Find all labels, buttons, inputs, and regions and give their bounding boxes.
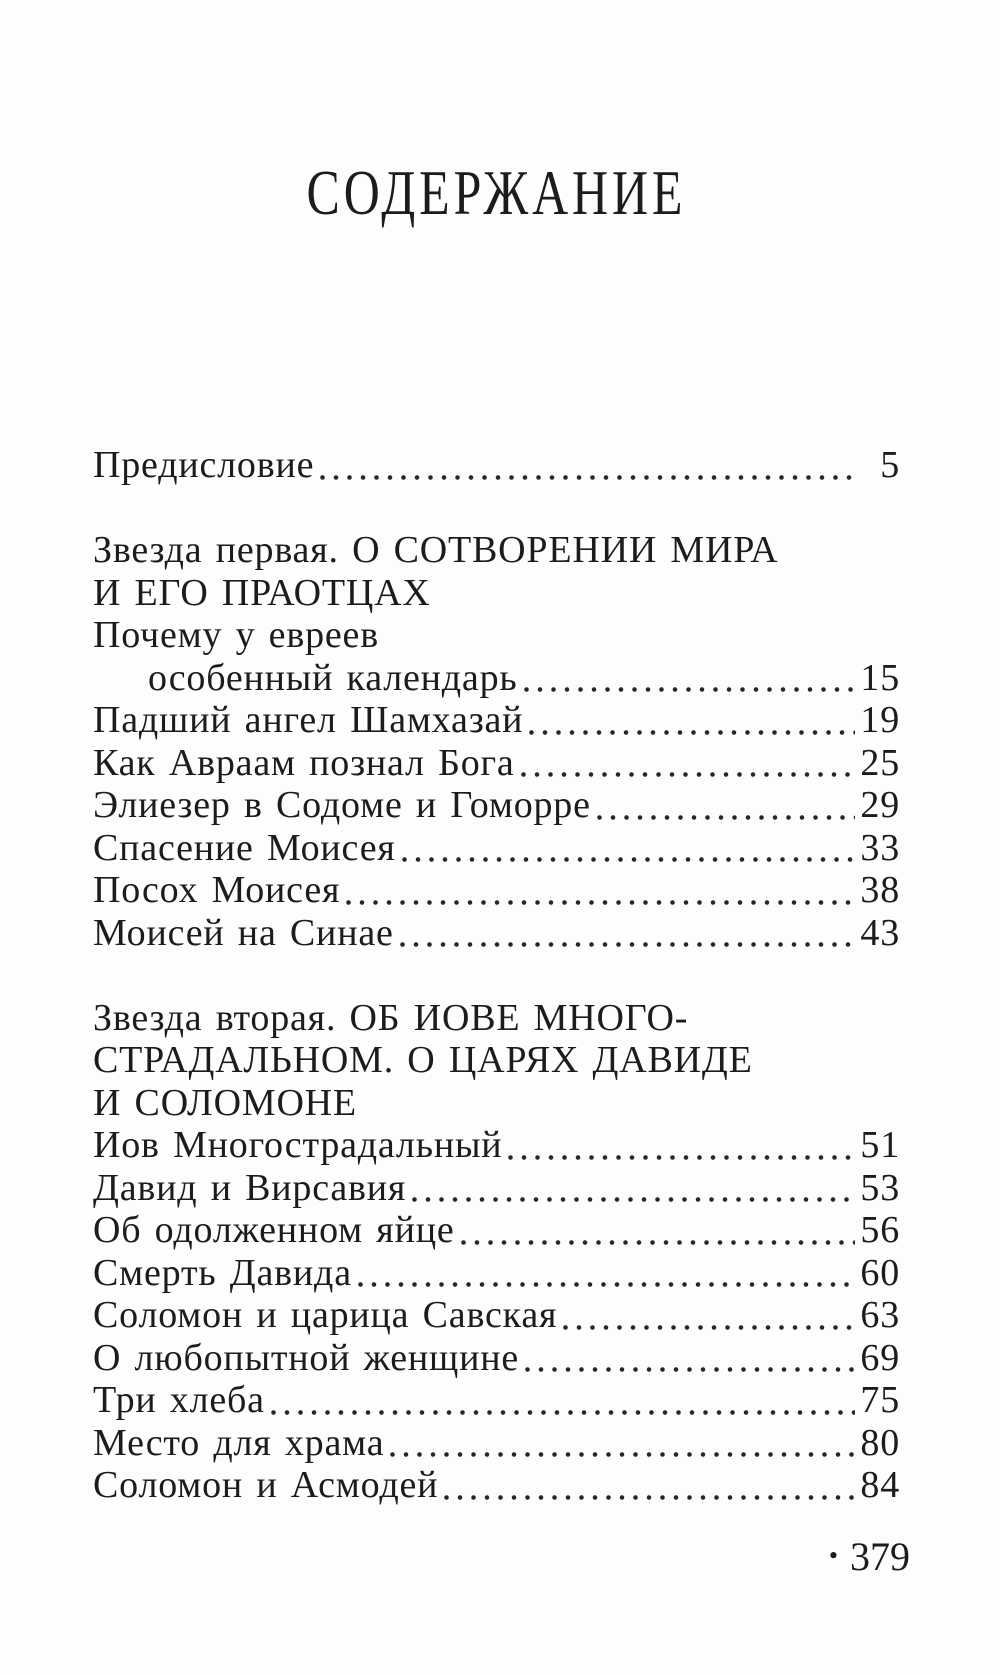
entry-label: Предисловие bbox=[93, 444, 315, 486]
entry-label: Моисей на Синае bbox=[93, 911, 394, 954]
section-heading-line: Звезда первая. О СОТВОРЕНИИ МИРА bbox=[93, 529, 779, 571]
toc-entry bbox=[93, 1209, 900, 1252]
toc-entry bbox=[93, 1294, 900, 1337]
toc-entry bbox=[93, 1337, 900, 1380]
entry-label: Место для храма bbox=[93, 1421, 385, 1464]
entry-page-number: 51 bbox=[860, 1124, 900, 1166]
entry-label: особенный календарь bbox=[148, 656, 518, 699]
entry-page-number: 29 bbox=[860, 784, 900, 826]
toc-entry bbox=[93, 1379, 900, 1422]
section-heading-line: СТРАДАЛЬНОМ. О ЦАРЯХ ДАВИДЕ bbox=[93, 1039, 753, 1081]
toc-section bbox=[93, 444, 900, 487]
dot-leader bbox=[346, 900, 855, 905]
entry-page-number: 5 bbox=[880, 444, 900, 486]
dot-leader bbox=[400, 942, 855, 947]
toc-entry bbox=[93, 742, 900, 785]
entry-page-number: 15 bbox=[860, 656, 900, 699]
toc-entry bbox=[93, 912, 900, 955]
dot-leader bbox=[563, 1325, 855, 1330]
entry-label: Спасение Моисея bbox=[93, 826, 396, 869]
entry-label: Соломон и царица Савская bbox=[93, 1294, 558, 1336]
dot-leader bbox=[444, 1495, 855, 1500]
dot-leader bbox=[529, 730, 855, 735]
entry-label: Иов Многострадальный bbox=[93, 1124, 503, 1166]
page-title-text: СОДЕРЖАНИЕ bbox=[306, 157, 687, 228]
dot-leader bbox=[461, 1240, 855, 1245]
entry-page-number: 69 bbox=[860, 1336, 900, 1379]
book-page-number: 379 bbox=[850, 1534, 910, 1579]
dot-leader bbox=[271, 1410, 855, 1415]
entry-label: Об одолженном яйце bbox=[93, 1209, 455, 1251]
entry-page-number: 43 bbox=[860, 911, 900, 954]
entry-page-number: 75 bbox=[860, 1379, 900, 1421]
entry-page-number: 33 bbox=[860, 826, 900, 869]
entry-label: О любопытной женщине bbox=[93, 1336, 520, 1379]
entry-page-number: 56 bbox=[860, 1209, 900, 1251]
section-heading-line: И СОЛОМОНЕ bbox=[93, 1081, 357, 1124]
section-heading-line: Звезда вторая. ОБ ИОВЕ МНОГО- bbox=[93, 996, 689, 1039]
dot-leader bbox=[525, 1367, 855, 1372]
toc-entry bbox=[93, 614, 900, 657]
page-title bbox=[93, 157, 900, 229]
entry-label: Три хлеба bbox=[93, 1379, 265, 1421]
dot-leader bbox=[402, 857, 855, 862]
dot-leader bbox=[358, 1282, 855, 1287]
entry-label: Посох Моисея bbox=[93, 869, 341, 911]
entry-label: Соломон и Асмодей bbox=[93, 1464, 439, 1506]
toc-entry bbox=[93, 1124, 900, 1167]
entry-page-number: 84 bbox=[860, 1464, 900, 1506]
dot-leader bbox=[320, 475, 855, 480]
dot-leader bbox=[390, 1452, 855, 1457]
toc-entry bbox=[93, 1252, 900, 1295]
dot-leader bbox=[524, 687, 855, 692]
entry-page-number: 25 bbox=[860, 741, 900, 784]
dot-leader bbox=[521, 772, 855, 777]
entry-page-number: 19 bbox=[860, 699, 900, 741]
toc-entry bbox=[93, 1464, 900, 1507]
entry-page-number: 80 bbox=[860, 1421, 900, 1464]
toc-entry bbox=[93, 657, 900, 700]
entry-page-number: 38 bbox=[860, 869, 900, 911]
entry-label: Элиезер в Содоме и Гоморре bbox=[93, 784, 591, 826]
dot-leader bbox=[412, 1197, 855, 1202]
toc-entry bbox=[93, 1422, 900, 1465]
toc-section bbox=[93, 529, 900, 954]
toc-entry bbox=[93, 444, 900, 487]
dot-leader bbox=[597, 815, 855, 820]
toc-entry bbox=[93, 827, 900, 870]
toc-entry bbox=[93, 699, 900, 742]
entry-label: Как Авраам познал Бога bbox=[93, 741, 515, 784]
bullet-icon: • bbox=[828, 1541, 838, 1570]
entry-page-number: 63 bbox=[860, 1294, 900, 1336]
table-of-contents bbox=[93, 444, 900, 1507]
entry-label: Давид и Вирсавия bbox=[93, 1166, 407, 1209]
toc-section bbox=[93, 997, 900, 1507]
page-footer bbox=[829, 1535, 910, 1584]
section-heading-line: И ЕГО ПРАОТЦАХ bbox=[93, 571, 431, 614]
dot-leader bbox=[508, 1155, 855, 1160]
toc-entry bbox=[93, 869, 900, 912]
toc-entry bbox=[93, 784, 900, 827]
entry-label: Падший ангел Шамхазай bbox=[93, 699, 524, 741]
toc-entry bbox=[93, 1167, 900, 1210]
entry-page-number: 53 bbox=[860, 1166, 900, 1209]
entry-label: Смерть Давида bbox=[93, 1251, 352, 1294]
entry-page-number: 60 bbox=[860, 1251, 900, 1294]
entry-label: Почему у евреев bbox=[93, 614, 379, 656]
